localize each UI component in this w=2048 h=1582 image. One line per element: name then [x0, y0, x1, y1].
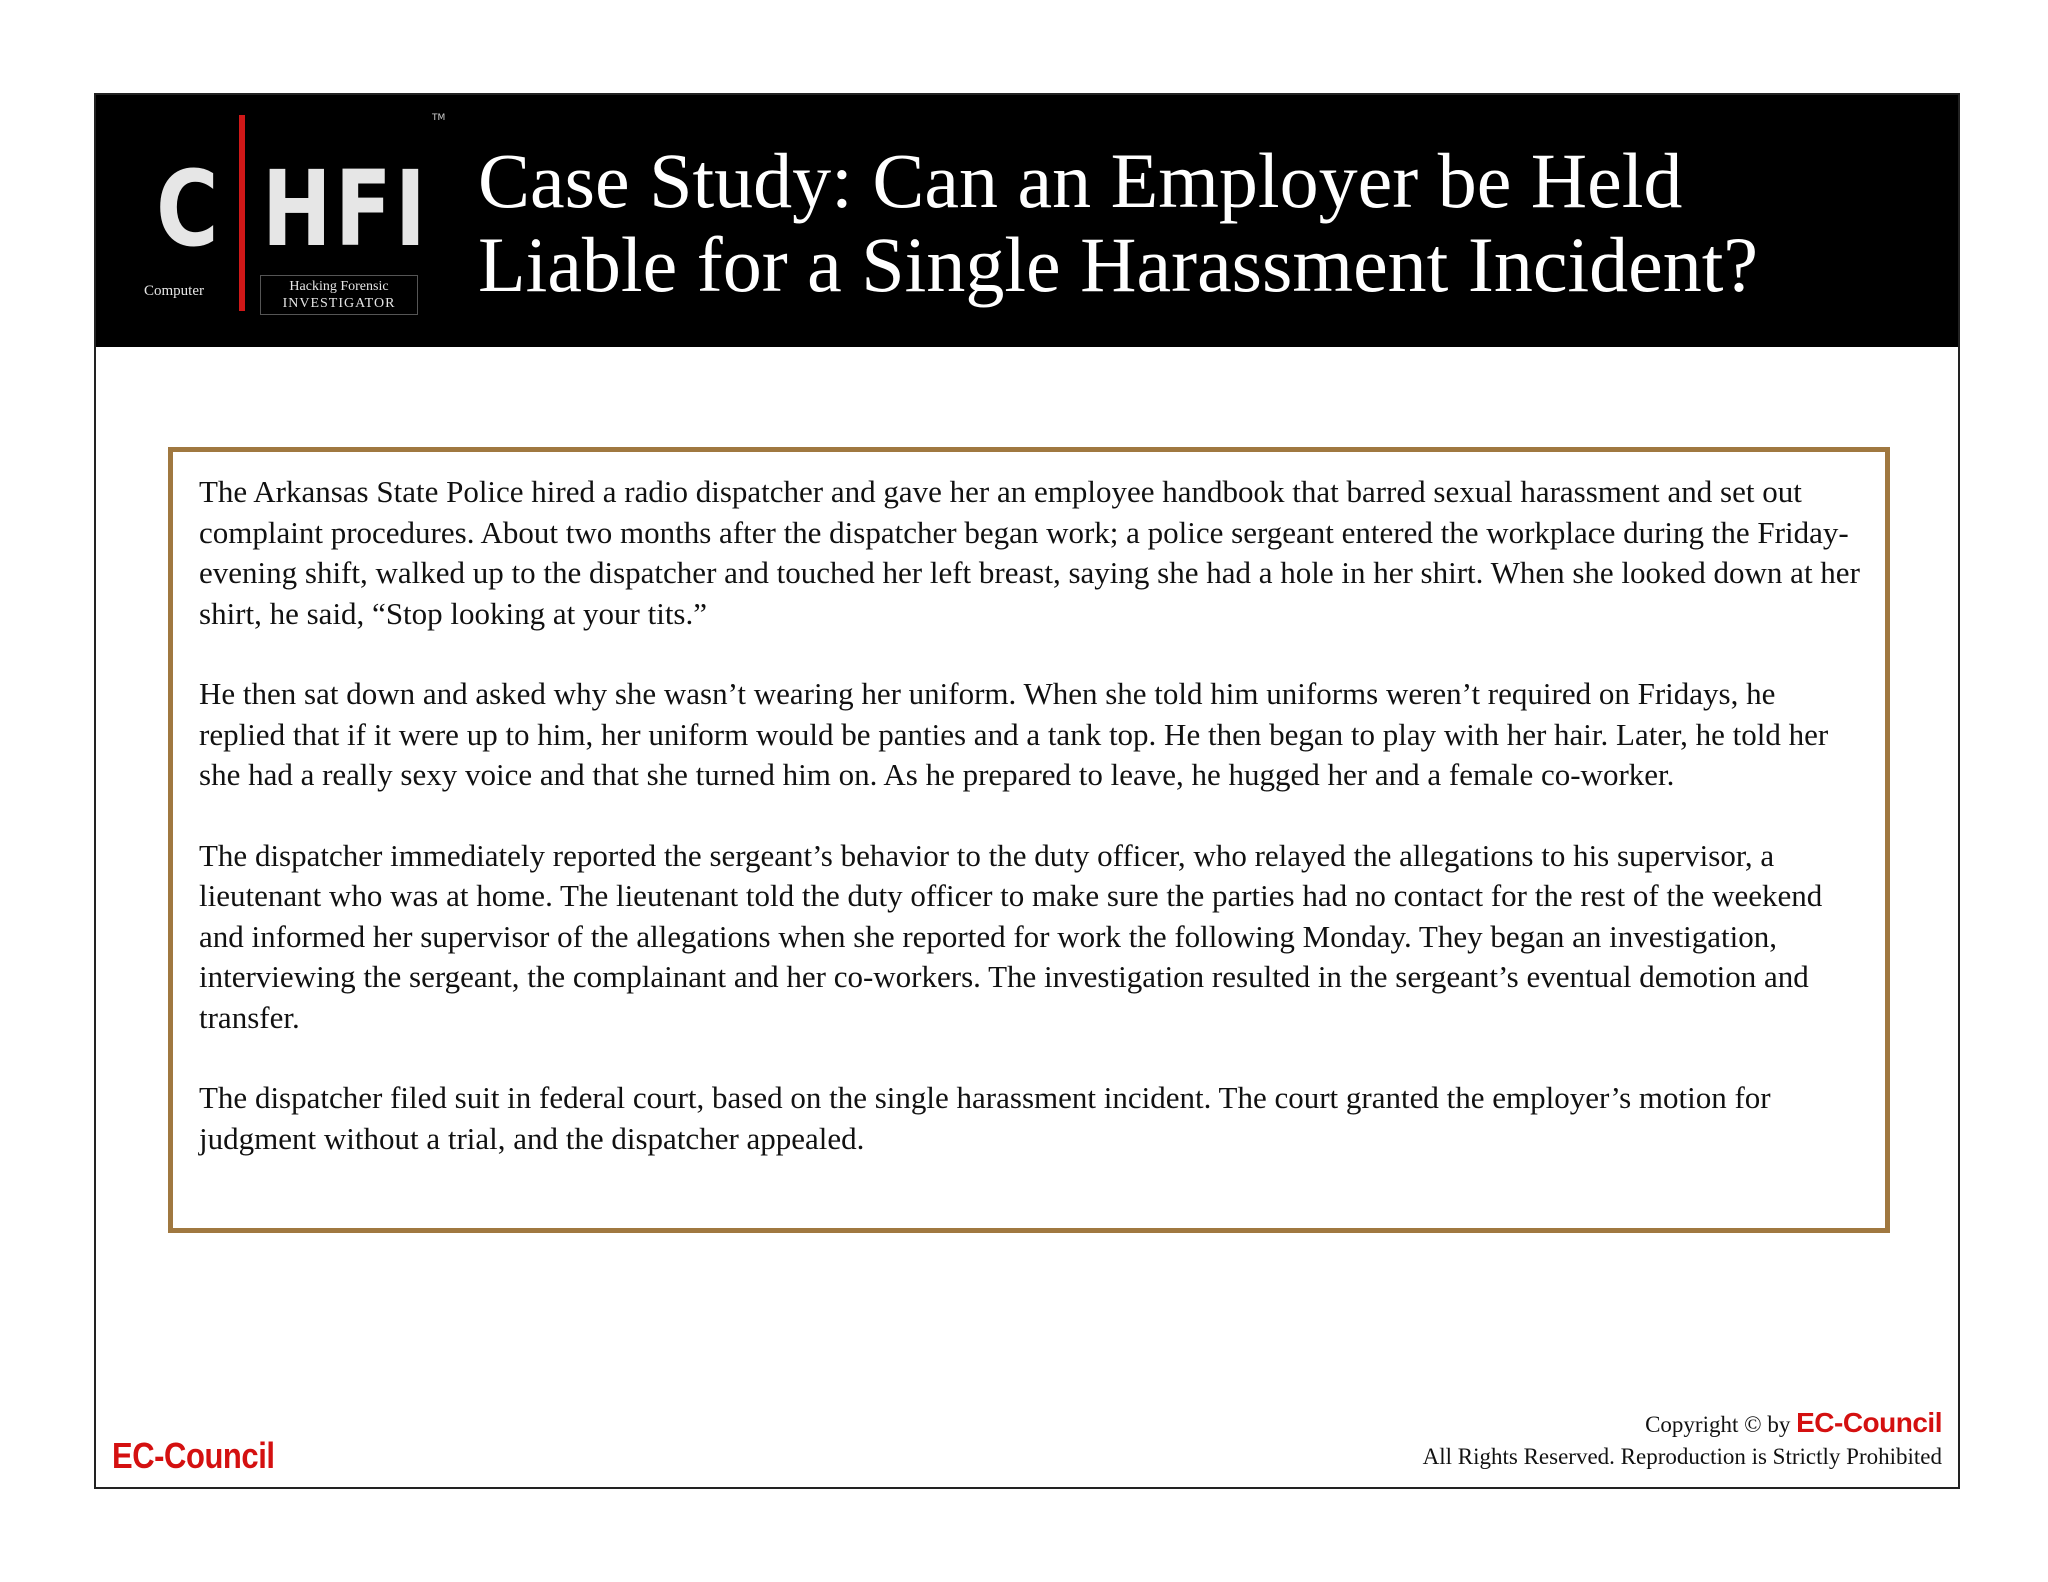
- slide-header: [96, 95, 1958, 347]
- title-line-2: Liable for a Single Harassment Incident?: [478, 221, 1759, 308]
- slide: [94, 93, 1960, 1489]
- logo-computer-label: Computer: [144, 283, 204, 299]
- ec-council-logo: EC-Council: [112, 1435, 275, 1476]
- copyright-notice: [1423, 1407, 1942, 1473]
- copyright-brand: EC-Council: [1796, 1407, 1942, 1438]
- logo-letters-hfi: HFI: [262, 148, 430, 270]
- logo-hacking-forensic-label: Hacking Forensic: [289, 279, 389, 294]
- page-title: [478, 139, 1938, 307]
- case-paragraph-2: He then sat down and asked why she wasn’t wearing her uniform. When she told him uniforms weren’t required on Fridays, he replied that if it were up to him, her uniform would be panties and a tank top. He then began to play with her hair. Later, he told her she had a really sexy voice and that she turned him on. As he prepared to leave, he hugged her and a female co-worker.: [199, 676, 1829, 792]
- copyright-text: Copyright © by: [1645, 1412, 1791, 1437]
- case-study-box: [168, 447, 1890, 1233]
- logo-letter-c: C: [156, 148, 219, 270]
- logo-subtitle-box: [260, 275, 418, 315]
- title-line-1: Case Study: Can an Employer be Held: [478, 137, 1683, 224]
- case-paragraph-3: The dispatcher immediately reported the sergeant’s behavior to the duty officer, who relayed the allegations to his supervisor, a lieutenant who was at home. The lieutenant told the duty officer to make sure the parties had no contact for the rest of the weekend and informed her supervisor of the allegations when she reported for work the following Monday. They began an investigation, interviewing the sergeant, the complainant and her co-workers. The investigation resulted in the sergeant’s eventual demotion and transfer.: [199, 837, 1823, 1035]
- logo-trademark: TM: [432, 113, 446, 123]
- case-paragraph-4: The dispatcher filed suit in federal court, based on the single harassment incident. The court granted the employer’s motion for judgment without a trial, and the dispatcher appealed.: [199, 1080, 1771, 1156]
- logo-red-bar: [239, 115, 245, 311]
- logo-investigator-label: INVESTIGATOR: [282, 296, 396, 311]
- copyright-line: [1423, 1407, 1942, 1441]
- chfi-logo: [136, 113, 446, 333]
- case-paragraph-1: The Arkansas State Police hired a radio dispatcher and gave her an employee handbook that barred sexual harassment and set out complaint procedures. About two months after the dispatcher began work; a police sergeant entered the workplace during the Friday-evening shift, walked up to the dispatcher and touched her left breast, saying she had a hole in her shirt. When she looked down at her shirt, he said, “Stop looking at your tits.”: [199, 474, 1860, 631]
- rights-line: All Rights Reserved. Reproduction is Strictly Prohibited: [1422, 1444, 1942, 1469]
